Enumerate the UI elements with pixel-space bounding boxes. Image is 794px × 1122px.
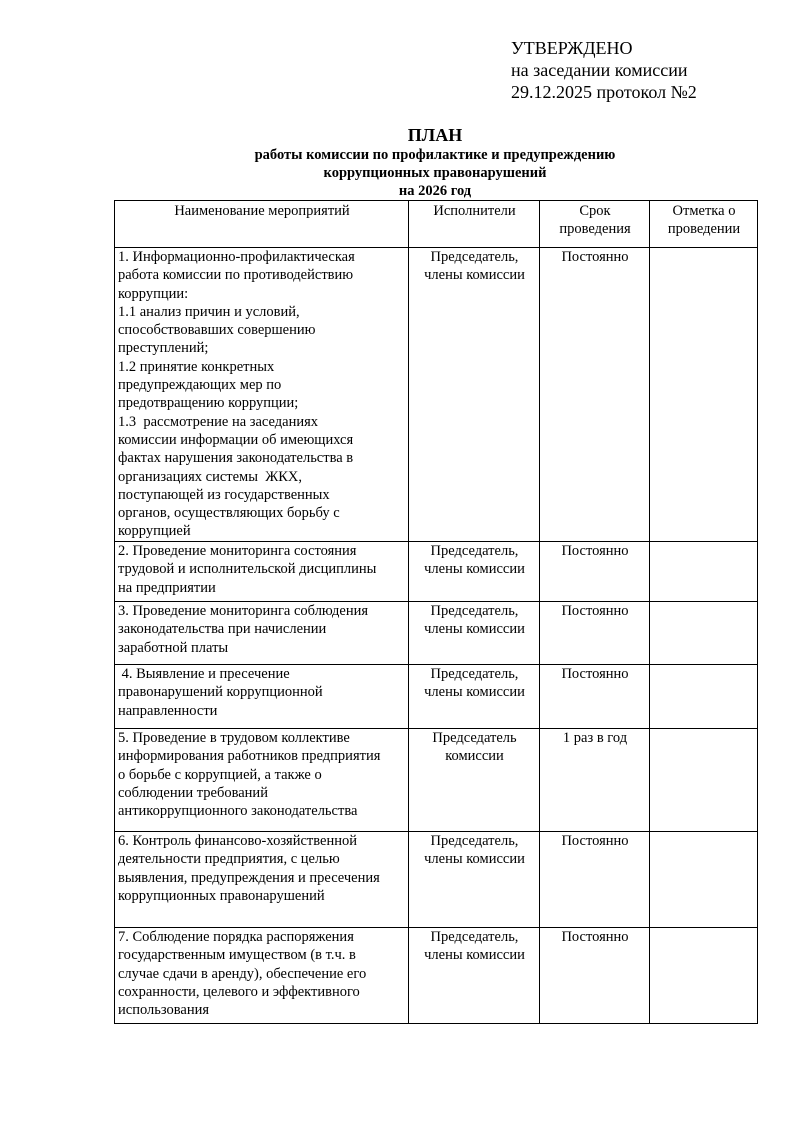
cell-completion-mark — [650, 832, 758, 928]
activity-text-line: антикоррупционного законодательства — [118, 803, 358, 820]
approval-status: УТВЕРЖДЕНО — [511, 38, 633, 58]
activity-text-line: комиссии информации об имеющихся — [118, 431, 354, 448]
executors-text-line: члены комиссии — [424, 561, 525, 578]
table-header-row — [115, 201, 758, 248]
approval-date-protocol: 29.12.2025 протокол №2 — [511, 82, 697, 102]
activity-text-line: 1.2 принятие конкретных — [118, 358, 275, 375]
table-row — [115, 832, 758, 928]
cell-executors — [409, 602, 540, 665]
activity-text-line: заработной платы — [118, 639, 229, 656]
activity-text-line: направленности — [118, 702, 218, 719]
activity-text-line: трудовой и исполнительской дисциплины — [118, 561, 377, 578]
cell-term: Постоянно — [540, 665, 650, 729]
cell-activity-name — [115, 248, 409, 542]
activity-text-line: коррупции: — [118, 285, 189, 302]
cell-activity-name — [115, 602, 409, 665]
activity-text-line: сохранности, целевого и эффективного — [118, 983, 360, 1000]
executors-text-line: члены комиссии — [424, 851, 525, 868]
executors-text-line: Председатель, — [430, 543, 519, 559]
executors-text-line: Председатель, — [430, 249, 519, 265]
executors-text-line: Председатель, — [430, 833, 519, 849]
approval-stamp — [511, 37, 697, 103]
cell-executors — [409, 665, 540, 729]
cell-completion-mark — [650, 729, 758, 832]
table-row — [115, 602, 758, 665]
activity-text-line: 1. Информационно-профилактическая — [118, 249, 355, 265]
document-title — [114, 124, 756, 200]
executors-text-line: члены комиссии — [424, 267, 525, 284]
activity-text-line: 4. Выявление и пресечение — [118, 666, 290, 682]
cell-term: Постоянно — [540, 602, 650, 665]
cell-activity-name — [115, 832, 409, 928]
activity-text-line: способствовавших совершению — [118, 322, 316, 339]
plan-table — [114, 200, 758, 1024]
activity-text-line: 3. Проведение мониторинга соблюдения — [118, 603, 369, 619]
table-row — [115, 928, 758, 1024]
table-row — [115, 542, 758, 602]
table-row — [115, 665, 758, 729]
cell-executors — [409, 248, 540, 542]
activity-text-line: выявления, предупреждения и пресечения — [118, 869, 380, 886]
activity-text-line: о борьбе с коррупцией, а также о — [118, 766, 322, 783]
cell-completion-mark — [650, 542, 758, 602]
cell-completion-mark — [650, 248, 758, 542]
activity-text-line: правонарушений коррупционной — [118, 684, 323, 701]
activity-text-line: 2. Проведение мониторинга состояния — [118, 543, 357, 559]
cell-completion-mark — [650, 665, 758, 729]
title-subtitle-2: коррупционных правонарушений — [323, 165, 547, 181]
activity-text-line: на предприятии — [118, 579, 216, 596]
cell-activity-name — [115, 542, 409, 602]
executors-text-line: члены комиссии — [424, 947, 525, 964]
header-mark: Отметка о проведении — [650, 201, 758, 248]
header-executors: Исполнители — [409, 201, 540, 248]
activity-text-line: организациях системы ЖКХ, — [118, 468, 302, 485]
activity-text-line: работа комиссии по противодействию — [118, 267, 354, 284]
cell-activity-name — [115, 665, 409, 729]
executors-text-line: Председатель — [432, 730, 517, 746]
cell-term: Постоянно — [540, 542, 650, 602]
activity-text-line: законодательства при начислении — [118, 621, 327, 638]
activity-text-line: предупреждающих мер по — [118, 377, 282, 394]
cell-completion-mark — [650, 602, 758, 665]
executors-text-line: члены комиссии — [424, 684, 525, 701]
activity-text-line: преступлений; — [118, 340, 209, 357]
approval-body: на заседании комиссии — [511, 60, 688, 80]
cell-activity-name — [115, 928, 409, 1024]
activity-text-line: 7. Соблюдение порядка распоряжения — [118, 929, 354, 945]
executors-text-line: комиссии — [445, 748, 504, 765]
header-term: Срок проведения — [540, 201, 650, 248]
activity-text-line: предотвращению коррупции; — [118, 395, 299, 412]
activity-text-line: 5. Проведение в трудовом коллективе — [118, 730, 350, 746]
cell-activity-name — [115, 729, 409, 832]
executors-text-line: члены комиссии — [424, 621, 525, 638]
cell-executors — [409, 542, 540, 602]
activity-text-line: использования — [118, 1002, 210, 1019]
header-name: Наименование мероприятий — [115, 201, 409, 248]
cell-term: Постоянно — [540, 248, 650, 542]
cell-term: Постоянно — [540, 928, 650, 1024]
table-row — [115, 729, 758, 832]
cell-executors — [409, 729, 540, 832]
activity-text-line: коррупцией — [118, 523, 191, 540]
cell-term: 1 раз в год — [540, 729, 650, 832]
title-main: ПЛАН — [407, 125, 463, 145]
activity-text-line: деятельности предприятия, с целью — [118, 851, 340, 868]
activity-text-line: 1.3 рассмотрение на заседаниях — [118, 413, 319, 430]
table-row — [115, 248, 758, 542]
cell-completion-mark — [650, 928, 758, 1024]
activity-text-line: поступающей из государственных — [118, 486, 330, 503]
cell-executors — [409, 832, 540, 928]
executors-text-line: Председатель, — [430, 666, 519, 682]
activity-text-line: фактах нарушения законодательства в — [118, 450, 354, 467]
activity-text-line: 1.1 анализ причин и условий, — [118, 303, 300, 320]
activity-text-line: случае сдачи в аренду), обеспечение его — [118, 965, 367, 982]
executors-text-line: Председатель, — [430, 603, 519, 619]
activity-text-line: 6. Контроль финансово-хозяйственной — [118, 833, 357, 849]
activity-text-line: органов, осуществляющих борьбу с — [118, 505, 340, 522]
executors-text-line: Председатель, — [430, 929, 519, 945]
activity-text-line: соблюдении требований — [118, 784, 268, 801]
cell-term: Постоянно — [540, 832, 650, 928]
activity-text-line: коррупционных правонарушений — [118, 887, 325, 904]
title-subtitle-1: работы комиссии по профилактике и предупреждению — [254, 147, 616, 163]
title-year: на 2026 год — [398, 183, 472, 199]
activity-text-line: государственным имуществом (в т.ч. в — [118, 947, 356, 964]
activity-text-line: информирования работников предприятия — [118, 748, 381, 765]
cell-executors — [409, 928, 540, 1024]
